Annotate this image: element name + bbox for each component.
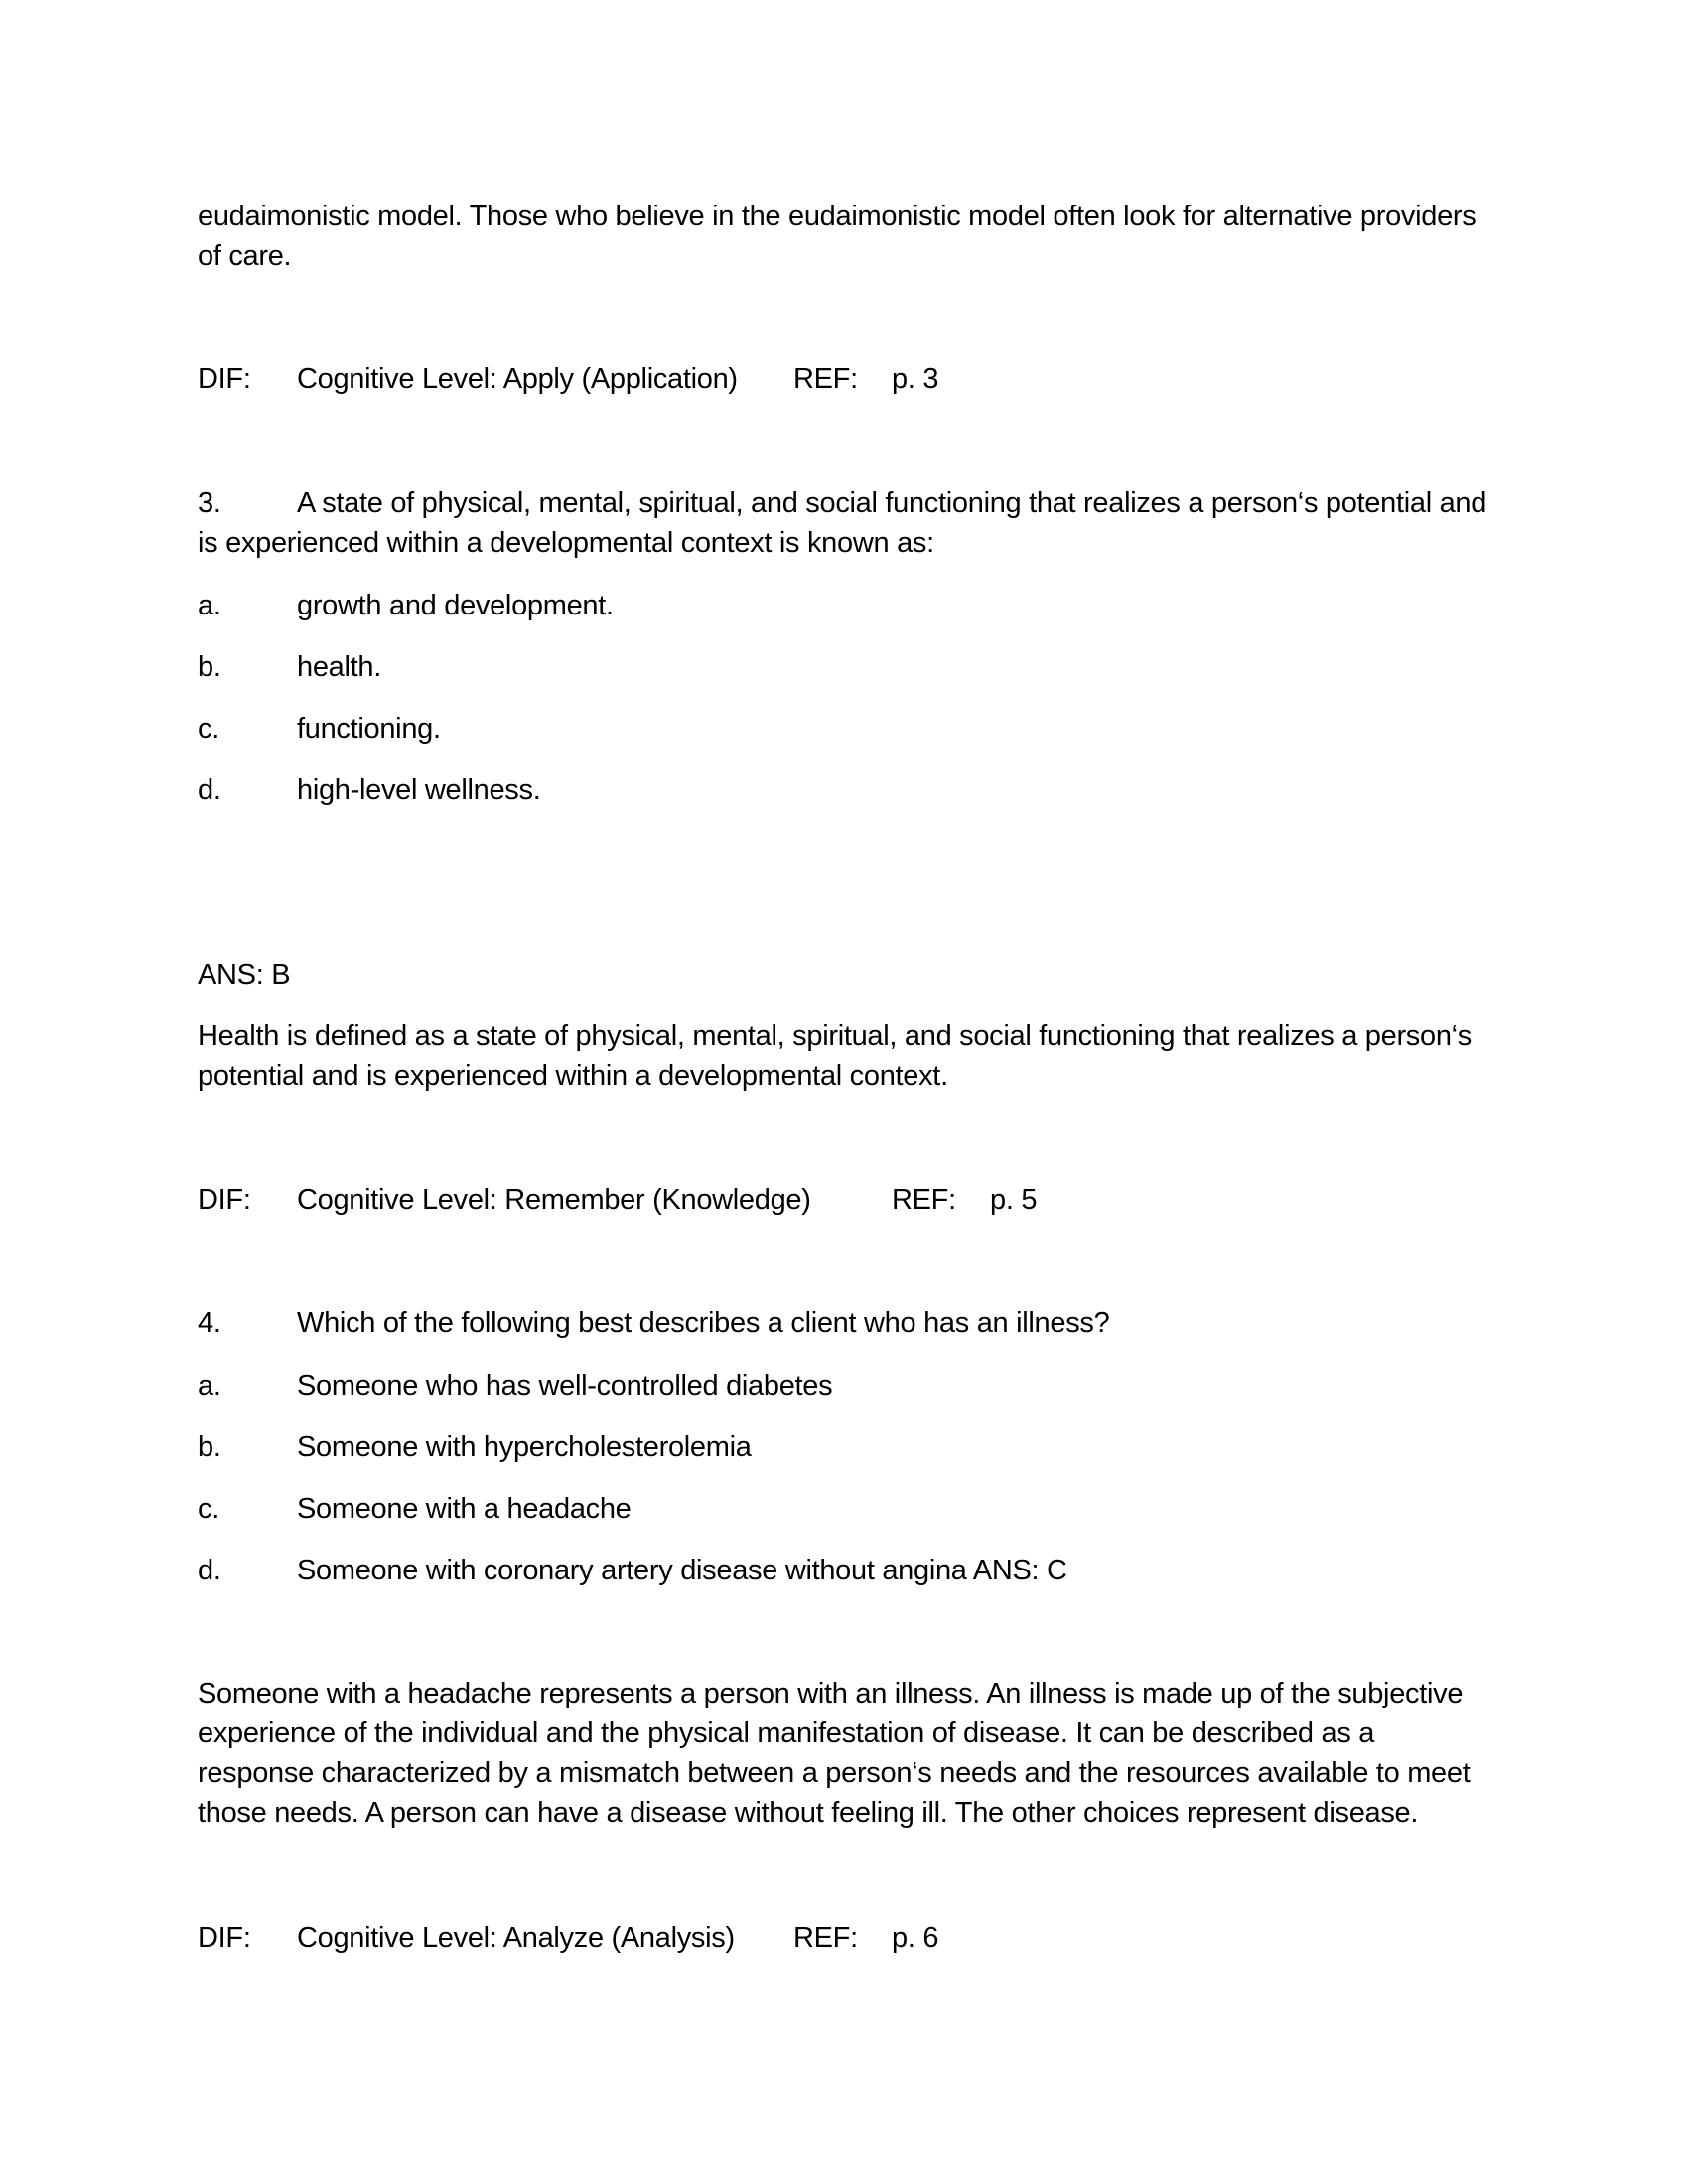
ref-text: p. 6 [892, 1922, 939, 1954]
option-text: health. [297, 651, 381, 683]
question-stem: Which of the following best describes a client who has an illness? [297, 1307, 1110, 1339]
option-text: Someone with hypercholesterolemia [297, 1432, 752, 1463]
ref-label: REF: [892, 1184, 956, 1216]
option-letter: d. [198, 1555, 221, 1586]
rationale-paragraph: Health is defined as a state of physical, mental, spiritual, and social functioning that realizes a person‘s potential and is experienced within a developmental context. [198, 1021, 1472, 1092]
option-text: functioning. [297, 713, 441, 745]
ref-text: p. 3 [892, 363, 939, 395]
option-text: Someone with a headache [297, 1493, 632, 1525]
dif-label: DIF: [198, 1184, 251, 1216]
option-letter: b. [198, 1432, 221, 1463]
question-number: 3. [198, 487, 221, 519]
option-text: high-level wellness. [297, 774, 541, 806]
rationale-paragraph: Someone with a headache represents a person with an illness. An illness is made up of the subjective experience of the individual and the physical manifestation of disease. It can be described as a response characterized by a mismatch between a person‘s needs and the resources available to meet those needs. A person can have a disease without feeling ill. The other choices represent disease. [198, 1678, 1471, 1829]
option-letter: c. [198, 1493, 219, 1525]
answer-text: ANS: B [198, 959, 291, 991]
ref-label: REF: [793, 1922, 858, 1954]
question-stem: A state of physical, mental, spiritual, and social functioning that realizes a person‘s potential and [297, 487, 1487, 519]
ref-text: p. 5 [990, 1184, 1038, 1216]
dif-label: DIF: [198, 1922, 251, 1954]
option-letter: b. [198, 651, 221, 683]
dif-label: DIF: [198, 363, 251, 395]
question-number: 4. [198, 1307, 221, 1339]
question-stem-rest: is experienced within a developmental context is known as: [198, 527, 934, 559]
ref-label: REF: [793, 363, 858, 395]
option-letter: a. [198, 1370, 221, 1402]
option-text: Someone who has well-controlled diabetes [297, 1370, 833, 1402]
option-text: Someone with coronary artery disease without angina ANS: C [297, 1555, 1067, 1586]
option-letter: c. [198, 713, 219, 745]
top-paragraph: eudaimonistic model. Those who believe in the eudaimonistic model often look for alternative providers of care. [198, 201, 1477, 272]
dif-text: Cognitive Level: Analyze (Analysis) [297, 1922, 735, 1954]
dif-text: Cognitive Level: Apply (Application) [297, 363, 738, 395]
option-letter: a. [198, 590, 221, 621]
dif-text: Cognitive Level: Remember (Knowledge) [297, 1184, 811, 1216]
option-text: growth and development. [297, 590, 614, 621]
option-letter: d. [198, 774, 221, 806]
